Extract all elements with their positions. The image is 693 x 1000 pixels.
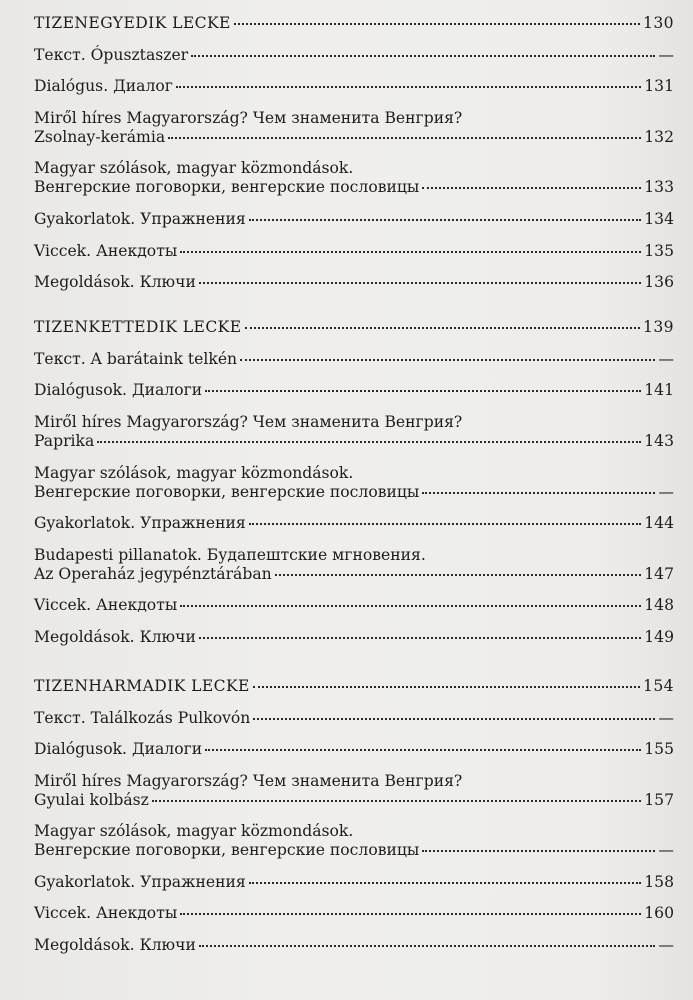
entry-title-line-2: Zsolnay-kerámia [34, 127, 166, 146]
dot-leader [168, 137, 641, 139]
dot-leader [249, 882, 642, 884]
entry-title-line-2: Az Operaház jegypénztárában [34, 564, 272, 583]
page-number: 135 [644, 241, 674, 260]
dot-leader [205, 390, 641, 392]
dot-leader [234, 23, 640, 25]
entry-title: Viccek. Анекдоты [34, 241, 178, 260]
dot-leader [97, 441, 641, 443]
entry-title: Текст. Találkozás Pulkovón [34, 708, 251, 727]
page-number: — [658, 708, 674, 727]
toc-entry[interactable] [34, 273, 674, 292]
toc-entry[interactable] [34, 77, 674, 96]
entry-title: Megoldások. Ключи [34, 627, 196, 646]
toc-entry[interactable] [34, 740, 674, 759]
toc-entry[interactable] [34, 381, 674, 400]
page-number: — [658, 45, 674, 64]
dot-leader [152, 800, 641, 802]
entry-title: Megoldások. Ключи [34, 936, 196, 955]
lesson-title: TIZENKETTEDIK LECKE [34, 318, 242, 337]
lesson-section-12 [34, 318, 674, 647]
table-of-contents [34, 14, 674, 968]
page-number: 144 [644, 514, 674, 533]
page-number: 132 [644, 127, 674, 146]
lesson-title: TIZENHARMADIK LECKE [34, 676, 250, 695]
dot-leader [199, 282, 641, 284]
dot-leader [422, 492, 655, 494]
entry-title: Dialógusok. Диалоги [34, 381, 203, 400]
page-number: — [658, 841, 674, 860]
lesson-heading[interactable] [34, 14, 674, 33]
toc-entry[interactable] [34, 350, 674, 369]
lesson-section-11 [34, 14, 674, 292]
page-number: 149 [644, 627, 674, 646]
toc-entry[interactable] [34, 822, 674, 860]
entry-title-line-1: Miről híres Magyarország? Чем знаменита Венгрия? [34, 412, 463, 431]
toc-entry[interactable] [34, 159, 674, 197]
toc-entry[interactable] [34, 628, 674, 647]
page-number: — [658, 936, 674, 955]
lesson-heading[interactable] [34, 677, 674, 696]
page-number: 136 [644, 273, 674, 292]
dot-leader [199, 637, 641, 639]
entry-title-line-1: Miről híres Magyarország? Чем знаменита Венгрия? [34, 108, 463, 127]
toc-entry[interactable] [34, 772, 674, 810]
toc-entry[interactable] [34, 413, 674, 451]
page-number: 160 [644, 904, 674, 923]
dot-leader [275, 574, 642, 576]
entry-title-line-1: Magyar szólások, magyar közmondások. [34, 463, 354, 482]
toc-entry[interactable] [34, 546, 674, 584]
dot-leader [422, 187, 641, 189]
entry-title-line-2: Paprika [34, 431, 95, 450]
toc-entry[interactable] [34, 936, 674, 955]
page-number: 134 [644, 209, 674, 228]
dot-leader [422, 850, 655, 852]
entry-title: Dialógusok. Диалоги [34, 740, 203, 759]
page-number: 148 [644, 596, 674, 615]
toc-entry[interactable] [34, 242, 674, 261]
entry-title-line-1: Magyar szólások, magyar közmondások. [34, 159, 354, 178]
toc-entry[interactable] [34, 464, 674, 502]
page-number: 131 [644, 77, 674, 96]
entry-title: Gyakorlatok. Упражнения [34, 514, 246, 533]
entry-title-line-2: Венгерские поговорки, венгерские пословицы [34, 178, 420, 197]
dot-leader [240, 359, 655, 361]
entry-title: Gyakorlatok. Упражнения [34, 209, 246, 228]
entry-title: Gyakorlatok. Упражнения [34, 872, 246, 891]
page-number: 139 [643, 318, 674, 337]
page-number: 154 [643, 676, 674, 695]
page-number: — [658, 482, 674, 501]
entry-title: Viccek. Анекдоты [34, 596, 178, 615]
toc-entry[interactable] [34, 210, 674, 229]
dot-leader [205, 749, 641, 751]
page-number: 143 [644, 431, 674, 450]
dot-leader [199, 945, 656, 947]
toc-entry[interactable] [34, 514, 674, 533]
dot-leader [180, 251, 641, 253]
dot-leader [191, 55, 655, 57]
entry-title-line-2: Венгерские поговорки, венгерские пословицы [34, 841, 420, 860]
toc-entry[interactable] [34, 873, 674, 892]
toc-entry[interactable] [34, 904, 674, 923]
entry-title: Viccek. Анекдоты [34, 904, 178, 923]
dot-leader [253, 718, 655, 720]
lesson-title: TIZENEGYEDIK LECKE [34, 14, 231, 32]
page-number: 130 [643, 14, 674, 32]
dot-leader [245, 327, 641, 329]
dot-leader [253, 686, 640, 688]
entry-title-line-1: Magyar szólások, magyar közmondások. [34, 822, 354, 841]
page-number: 158 [644, 872, 674, 891]
page-number: 147 [644, 564, 674, 583]
toc-entry[interactable] [34, 46, 674, 65]
page-number: 155 [644, 740, 674, 759]
entry-title: Dialógus. Диалог [34, 77, 173, 96]
entry-title-line-2: Gyulai kolbász [34, 790, 149, 809]
entry-title: Текст. A barátaink telkén [34, 349, 238, 368]
dot-leader [180, 605, 641, 607]
dot-leader [249, 523, 642, 525]
entry-title-line-1: Budapesti pillanatok. Будапештские мгновения. [34, 545, 426, 564]
page-number: 133 [644, 178, 674, 197]
entry-title-line-1: Miről híres Magyarország? Чем знаменита Венгрия? [34, 771, 463, 790]
toc-entry[interactable] [34, 109, 674, 147]
toc-entry[interactable] [34, 596, 674, 615]
entry-title: Megoldások. Ключи [34, 273, 196, 292]
lesson-heading[interactable] [34, 318, 674, 337]
entry-title-line-2: Венгерские поговорки, венгерские пословицы [34, 482, 420, 501]
lesson-section-13 [34, 677, 674, 955]
dot-leader [249, 219, 642, 221]
entry-title: Текст. Ópusztaszer [34, 45, 189, 64]
page-number: — [658, 349, 674, 368]
toc-entry[interactable] [34, 709, 674, 728]
page-number: 141 [644, 381, 674, 400]
page-number: 157 [644, 790, 674, 809]
dot-leader [180, 913, 641, 915]
dot-leader [176, 86, 641, 88]
